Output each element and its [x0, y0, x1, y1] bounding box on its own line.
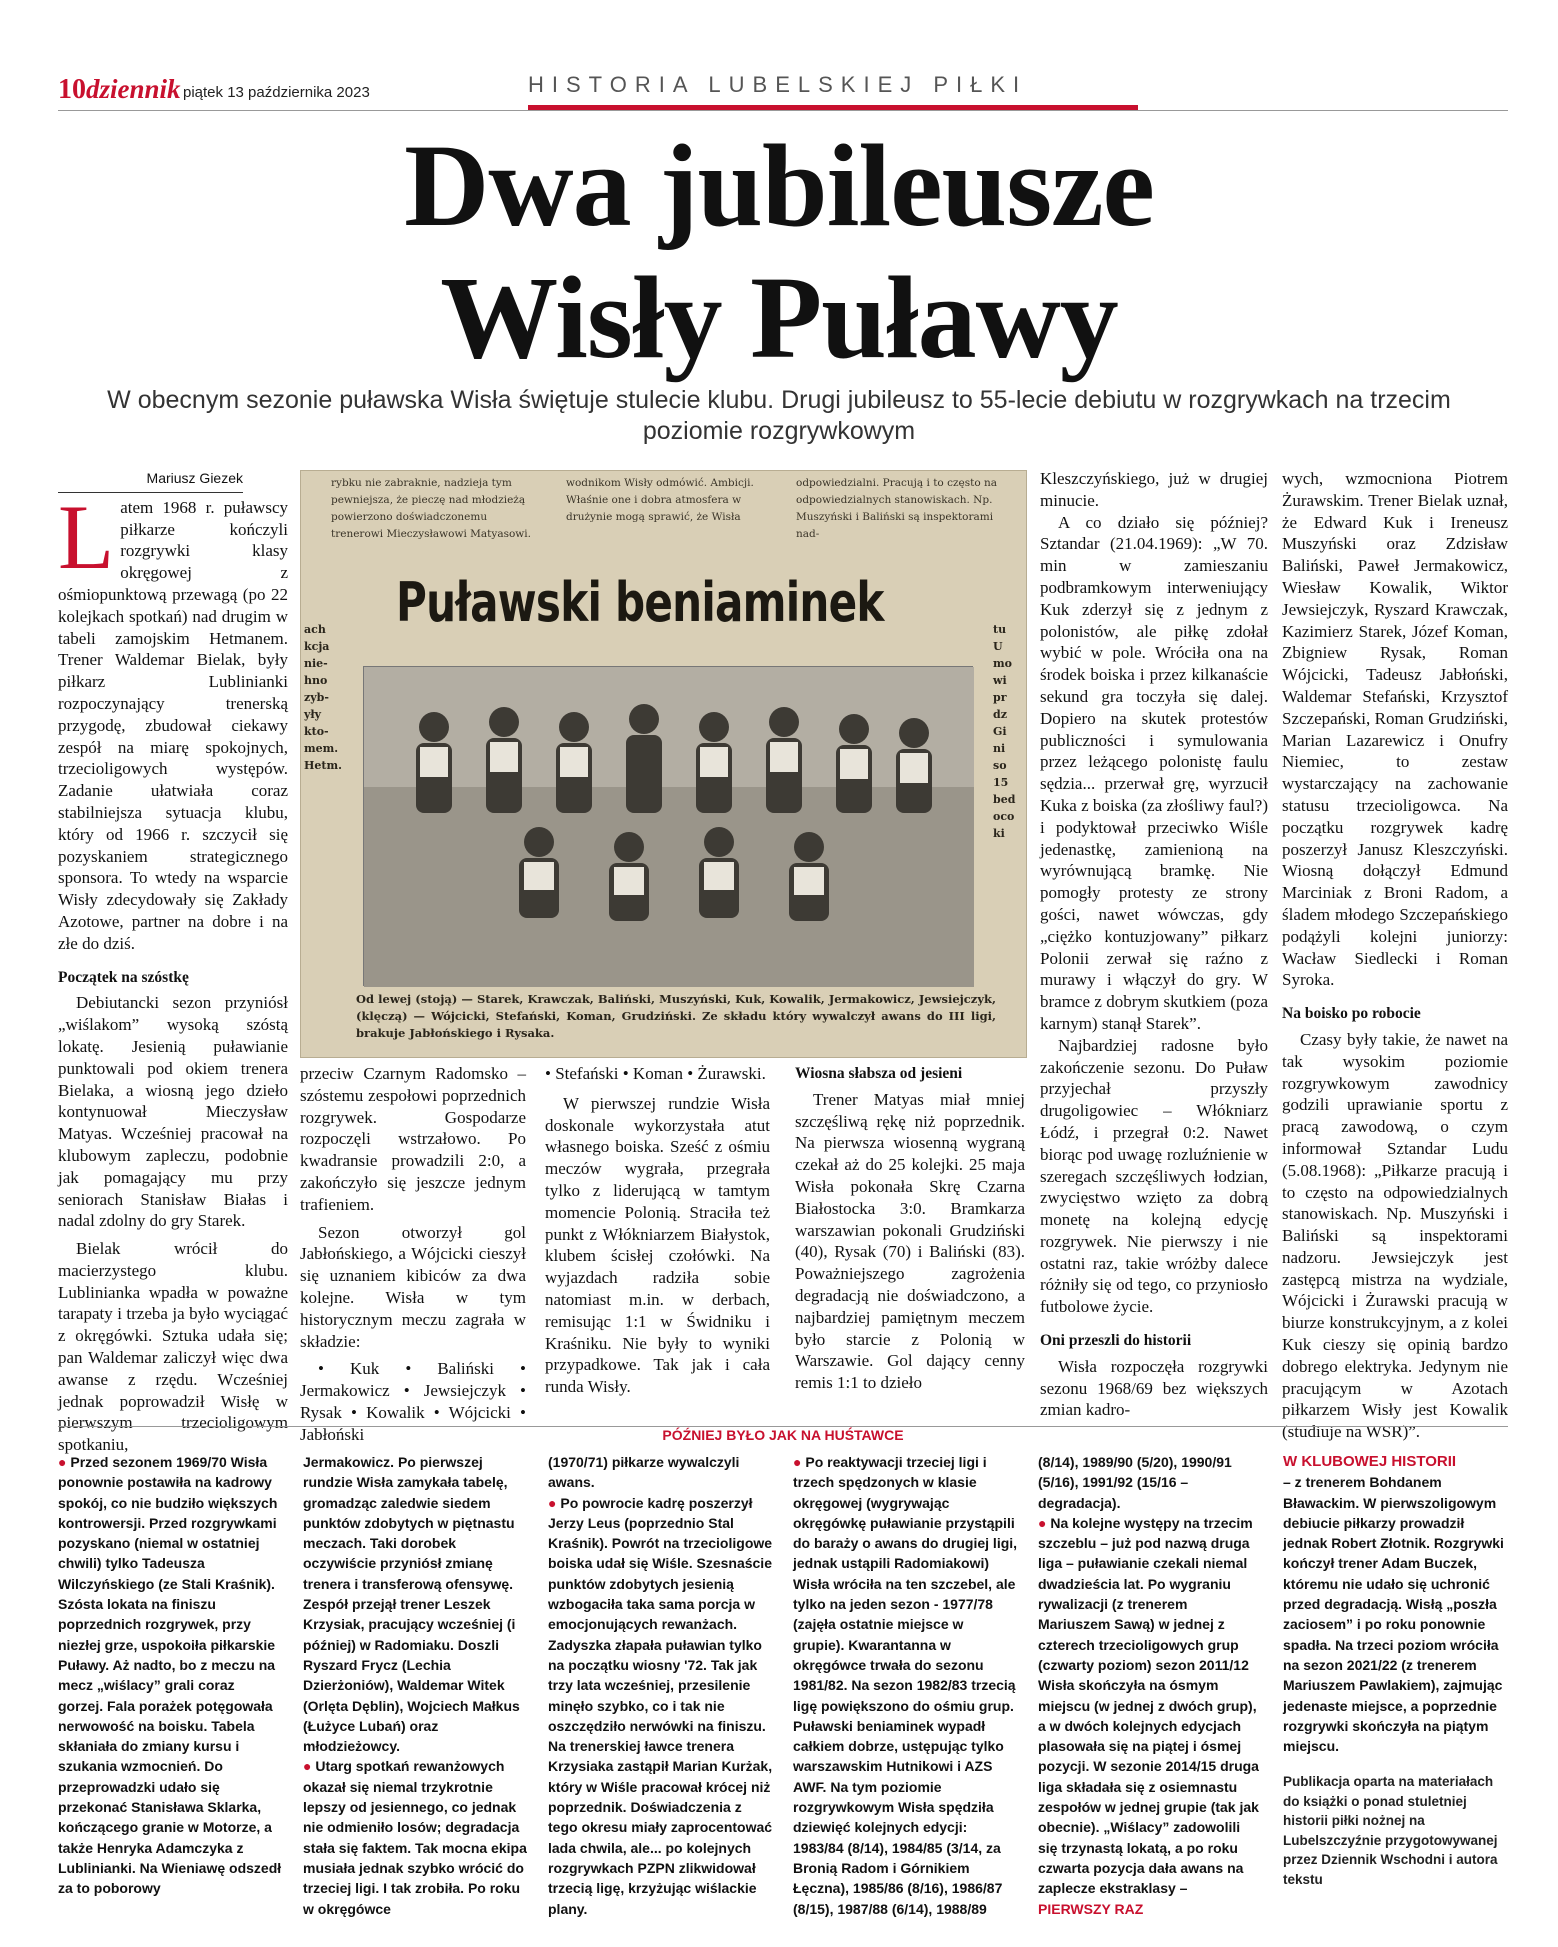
archival-clipping [300, 470, 1027, 1058]
column-4 [795, 1063, 1025, 1394]
paragraph: Czasy były takie, że nawet na tak wysokim poziomie rozgrywkowym zawodnicy godzili uprawianie sportu z pracą zawodową, o czym informował Sztandar Ludu (5.08.1968): „Piłkarze pracują i to często na odpowiedzialnych stanowiskach. Np. Muszyński i Baliński są inspektorami nadzoru. Jewsiejczyk jest zastępcą mistrza na wydziale, Wójcicki i Żurawski pracują w biurze konstrukcyjnym, a z kolei Kuk cieszy się opinią bardzo dobrego elektryka. Jedynym nie pracującym w Azotach piłkarzem Wisły jest Kowalik (studiuje na WSR)”. [1282, 1029, 1508, 1442]
paragraph: Bielak wrócił do macierzystego klubu. Lublinianka wpadła w poważne tarapaty i trzeba ja było wyciągać z okręgówki. Sztuka udała się; pan Waldemar zaliczył więc dwa awanse z rzędu. Wcześniej jednak poprowadził Wisłę w pierwszym trzecioligowym spotkaniu, [58, 1239, 288, 1455]
sidebar-text: Jermakowicz. Po pierwszej rundzie Wisła zamykała tabelę, gromadząc zaledwie siedem punktów zdobytych w piętnastu meczach. Taki dorobek oczywiście przyniósł zmianę trenera i transferową ofensywę. Zespół przejął trener Leszek Krzysiak, pracujący wcześniej (i później) w Radomiaku. Doszli Ryszard Frycz (Lechia Dzierżoniów), Waldemar Witek (Orlęta Dęblin), Wojciech Małkus (Łużyce Lubań) oraz młodzieżowcy. [303, 1454, 520, 1755]
sidebar-col-6 [1283, 1452, 1508, 1889]
lineup: • Kuk • Baliński • Jermakowicz • Jewsiejczyk • Rysak • Kowalik • Wójcicki • Jabłoński [300, 1359, 526, 1444]
clipping-caption: Od lewej (stoją) — Starek, Krawczak, Baliński, Muszyński, Kuk, Kowalik, Jermakowicz, Jewsiejczyk, (klęczą) — Wójcicki, Stefański, Koman, Grudziński. Ze składu który wywalczył awans do III ligi, brakuje Jabłońskiego i Rysaka. [356, 992, 996, 1040]
team-photo [363, 666, 973, 986]
paragraph: Kleszczyńskiego, już w drugiej minucie. [1040, 469, 1268, 510]
sidebar-col-2 [303, 1452, 528, 1919]
sidebar-col-1 [58, 1452, 283, 1899]
page-number: 10 [58, 74, 86, 105]
paragraph: Debiutancki sezon przyniósł „wiślakom” wysoką szóstą lokatę. Jesienią puławianie punktowali pod okiem trenera Bielaka, a wiosną jego dzieło kontynuował Mieczysław Matyas. Wcześniej pracował na klubowym zapleczu, podobnie jak pomagający mu przy seniorach Stanisław Białas i nadal zdolny do gry Starek. [58, 993, 288, 1231]
clipping-margin-left: ach kcja nie- hno zyb- yły kto- mem. Hetm. [304, 623, 342, 772]
column-3 [545, 1063, 770, 1398]
clipping-headline: Puławski beniaminek [396, 571, 884, 634]
sidebar-continued-label: PIERWSZY RAZ [1038, 1900, 1144, 1917]
sidebar-heading: PÓŹNIEJ BYŁO JAK NA HUŚTAWCE [58, 1426, 1508, 1446]
clipping-col-1: rybku nie zabraknie, nadzieja tym pewniejsza, że pieczę nad młodzieżą powierzono doświadczonemu trenerowi Mieczysławowi Matyasowi. [331, 477, 531, 540]
headline-line-2: Wisły Puławy [440, 252, 1118, 383]
sidebar-text: Na kolejne występy na trzecim szczeblu – już pod nazwą druga liga – puławianie czekali niemal dwadzieścia lat. Po wygraniu rywalizacji (z trenerem Mariuszem Sawą) w jednej z czterech trzecioligowych grup (czwarty poziom) sezon 2011/12 Wisła skończyła na ósmym miejscu (w jednej z dwóch grup), a w dwóch kolejnych edycjach plasowała się na piątej i ósmej pozycji. W sezonie 2014/15 druga liga składała się z osiemnastu zespołów w jednej grupie (tak jak obecnie). „Wiślacy” zadowolili się trzynastą lokatą, a po roku czwarta pozycja dała awans na zaplecze ekstraklasy – [1038, 1514, 1259, 1897]
subheading: Oni przeszli do historii [1040, 1332, 1192, 1350]
sidebar-col-4 [793, 1452, 1018, 1919]
headline [0, 120, 1558, 384]
newspaper-logo: dziennik [86, 74, 181, 104]
page-header [58, 68, 1508, 116]
column-2 [300, 1063, 526, 1446]
bullet: ● [793, 1454, 806, 1470]
subheading: Początek na szóstkę [58, 968, 189, 986]
paragraph: A co działo się później? Sztandar (21.04.1969): „W 70. min w zamieszaniu podbramkowym interweniujący Kuk zderzył się z jednym z polonistów, ale piłkę zdołał wybić w pole. Wróciła ona na środek boiska i przez kilkanaście sekund gra toczyła się dalej. Dopiero na skutek protestów publiczności i symulowania przez leżącego polonistę faulu sędzia... przerwał grę, wyrzucił Kuka z boiska (za złośliwy faul?) i podyktował przeciwko Wiśle jedenastkę, zamienioną na wyrównującą bramkę. Nie pomogły protesty ze strony gości, nawet wówczas, gdy „ciężko kontuzjowany” piłkarz Polonii zerwał się raźno z murawy i włączył do gry. W bramce z dobrym skutkiem (poza karnym) stanął Starek”. [1040, 512, 1268, 1033]
clipping-margin-right: tu U mo wi pr dz Gi ni so 15 bed oco ki [993, 623, 1016, 840]
paragraph: Sezon otworzył gol Jabłońskiego, a Wójcicki cieszył się uznaniem kibiców za dwa kolejne. Wisła w tym historycznym meczu zagrała w składzie: [300, 1222, 526, 1351]
paragraph: W pierwszej rundzie Wisła doskonale wykorzystała atut własnego boiska. Sześć z ośmiu meczów wygrała, przegrała tylko z liderującą w tamtym momencie Polonią. Straciła też punkt z Włókniarzem Białystok, klubem ścisłej czołówki. Na wyjazdach radziła sobie natomiast m.in. w derbach, remisując 1:1 w Świdniku i Kraśniku. Nie były to wyniki przypadkowe. Tak jak i cała runda Wisły. [545, 1093, 770, 1397]
subheading: Na boisko po robocie [1282, 1005, 1421, 1023]
column-1 [58, 468, 288, 1456]
sidebar-text: Przed sezonem 1969/70 Wisła ponownie postawiła na kadrowy spokój, co nie budziło większych kontrowersji. Przed rozgrywkami pozyskano (niemal w ostatniej chwili) tylko Tadeusza Wilczyńskiego (ze Stali Kraśnik). Szósta lokata na finiszu poprzednich rozgrywek, przy niezłej grze, uspokoiła piłkarskie Puławy. Aż nadto, bo z meczu na mecz „wiślacy” grali coraz gorzej. Fala porażek potęgowała nerwowość na boisku. Tabela skłaniała do zmiany kursu i szukania wzmocnień. Do przeprowadzki udało się przekonać Stanisława Sklarka, kończącego granie w Motorze, a także Henryka Adamczyka z Lublinianki. Na Wieniawę odszedł za to poborowy [58, 1454, 282, 1897]
sidebar-col-3 [548, 1452, 773, 1919]
sidebar-subheading: W KLUBOWEJ HISTORII [1283, 1453, 1457, 1470]
clipping-col-3: odpowiedzialni. Pracują i to często na odpowiedzialnych stanowiskach. Np. Muszyński i Baliński są inspektorami nad- [796, 477, 998, 540]
paragraph: atem 1968 r. puławscy piłkarze kończyli rozgrywki klasy okręgowej z ośmiopunktową przewagą (po 22 kolejkach spotkań) nad drugim w tabeli zamojskim Hetmanem. Trener Waldemar Bielak, były piłkarz Lublinianki rozpoczynający trenerską przygodę, zbudował ciekawy zespół na miarę spokojnych, trzecioligowych występów. Zadanie ułatwiała coraz stabilniejsza sytuacja klubu, który od 1966 r. szczycił się pozyskaniem strategicznego sponsora. To wtedy na wsparcie Wisły zdecydowały się Zakłady Azotowe, partner na dobre i na złe do dziś. [58, 497, 288, 953]
column-5 [1040, 468, 1268, 1421]
bullet: ● [548, 1494, 561, 1511]
byline: Mariusz Giezek [58, 468, 243, 493]
issue-date: piątek 13 października 2023 [183, 84, 370, 101]
bullet: ● [58, 1454, 71, 1470]
sidebar-text: Po powrocie kadrę poszerzył Jerzy Leus (poprzednio Stal Kraśnik). Powrót na trzecioligowe boiska udał się Wiśle. Szesnaście punktów zdobytych jesienią wzbogaciła taka sama porcja w emocjonujących rewanżach. Zadyszka złapała puławian tylko na początku wiosny '72. Tak jak trzy lata wcześniej, przesilenie minęło szybko, co i tak nie oszczędziło nerwówki na finiszu. Na trenerskiej ławce trenera Krzysiaka zastąpił Marian Kurżak, który w Wiśle pracował krócej niż poprzednik. Doświadczenia z tego okresu miały zaprocentować lada chwila, ale... po kolejnych rozgrywkach PZPN zlikwidował trzecią ligę, krzyżując wiślackie plany. [548, 1494, 773, 1917]
paragraph: Trener Matyas miał mniej szczęśliwą rękę niż poprzednik. Na pierwsza wiosenną wygraną czekał aż do 25 kolejki. 25 maja Wisła pokonała Skrę Czarna Białostocka 3:0. Bramkarza warszawian pokonali Grudziński (40), Rysak (70) i Baliński (83). Poważniejszego zagrożenia degradacją nie doświadczono, a najbardziej pamiętnym meczem było starcie z Polonią w Warszawie. Gol dający cenny remis 1:1 to dzieło [795, 1089, 1025, 1393]
subheading: Wiosna słabsza od jesieni [795, 1065, 963, 1082]
lead-paragraph: W obecnym sezonie puławska Wisła świętuje stulecie klubu. Drugi jubileusz to 55-lecie debiutu w rozgrywkach na trzecim poziomie rozgrywkowym [107, 386, 1451, 445]
header-rule [58, 110, 1508, 111]
clipping-col-2: wodnikom Wisły odmówić. Ambicji. Właśnie one i dobra atmosfera w drużynie mogą sprawić, że Wisła [566, 477, 754, 523]
sidebar-col-5 [1038, 1452, 1263, 1919]
lineup-continued: • Stefański • Koman • Żurawski. [545, 1064, 766, 1083]
bullet: ● [1038, 1514, 1051, 1531]
paragraph: Wisła rozpoczęła rozgrywki sezonu 1968/69 bez większych zmian kadro- [1040, 1356, 1268, 1420]
drop-cap: L [58, 485, 115, 588]
sidebar-text: (1970/71) piłkarze wywalczyli awans. [548, 1454, 740, 1491]
bullet: ● [303, 1758, 316, 1775]
section-title: HISTORIA LUBELSKIEJ PIŁKI [528, 72, 1028, 97]
column-6 [1282, 468, 1508, 1443]
source-note: Publikacja oparta na materiałach do książki o ponad stuletniej historii piłki nożnej na Lubelszczyźnie przygotowywanej przez Dziennik Wschodni i autora tekstu [1283, 1774, 1498, 1887]
sidebar-text: (8/14), 1989/90 (5/20), 1990/91 (5/16), 1991/92 (15/16 – degradacja). [1038, 1454, 1232, 1511]
sidebar-text: Utarg spotkań rewanżowych okazał się niemal trzykrotnie lepszy od jesiennego, co jednak nie odmieniło losów; degradacja stała się faktem. Tak mocna ekipa musiała jednak szybko wrócić do trzeciej ligi. I tak zrobiła. Po roku w okręgówce [303, 1758, 527, 1917]
paragraph: przeciw Czarnym Radomsko – szóstemu zespołowi poprzednich rozgrywek. Gospodarze rozpoczęli wstrzałowo. Po kwadransie prowadzili 2:0, a zakończyło się jeszcze jednym trafieniem. [300, 1064, 526, 1214]
sidebar-text: Po reaktywacji trzeciej ligi i trzech spędzonych w klasie okręgowej (wygrywając okręgówkę puławianie przystąpili do baraży o awans do drugiej ligi, jednak ustąpili Radomiakowi) Wisła wróciła na ten szczebel, ale tylko na jeden sezon - 1977/78 (zajęła ostatnie miejsce w grupie). Kwarantanna w okręgówce trwała do sezonu 1981/82. Na sezon 1982/83 trzecią ligę powiększono do ośmiu grup. Puławski beniaminek wypadł całkiem dobrze, ustępując tylko warszawskim Hutnikowi i AZS AWF. Na tym poziomie rozgrywkowym Wisła spędziła dziewięć kolejnych edycji: 1983/84 (8/14), 1984/85 (3/14, za Bronią Radom i Górnikiem Łęczna), 1985/86 (8/16), 1986/87 (8/15), 1987/88 (6/14), 1988/89 [793, 1454, 1018, 1917]
paragraph: Najbardziej radosne było zakończenie sezonu. Do Puław przyjechał przyszły drugoligowiec – Włókniarz Łódź, i przegrał 0:2. Nawet biorąc pod uwagę rozluźnienie w szeregach szczęśliwych łodzian, zwycięstwo wzięto za dobrą monetę na kolejną edycję rozgrywek. Nie pierwszy i nie ostatni raz, takie wróżby dalece różniły się od tego, co przyniosło futbolowe życie. [1040, 1035, 1268, 1317]
paragraph: wych, wzmocniona Piotrem Żurawskim. Trener Bielak uznał, że Edward Kuk i Ireneusz Muszyński oraz Zdzisław Baliński, Paweł Jermakowicz, Wiesław Kowalik, Wiktor Jewsiejczyk, Ryszard Krawczak, Kazimierz Starek, Józef Koman, Zbigniew Rysak, Roman Wójcicki, Tadeusz Jabłoński, Waldemar Stefański, Krzysztof Szczepański, Roman Grudziński, Marian Lazarewicz i Onufry Niemiec, to zestaw wystarczający na zachowanie statusu trzecioligowca. Na początku rozgrywek kadrę poszerzył Janusz Kleszczyński. Wiosną dołączył Edmund Marciniak z Broni Radom, a śladem młodego Szczepańskiego podążyli kolejni juniorzy: Wacław Siedlecki i Roman Syroka. [1282, 469, 1508, 990]
sidebar-text: – z trenerem Bohdanem Bławackim. W pierwszoligowym debiucie piłkarzy prowadził jednak Robert Złotnik. Rozgrywki kończył trener Adam Buczek, któremu nie udało się uchronić przed degradacją. Wisłą „poszła zaciosem” i po roku ponownie spadła. Na trzeci poziom wróciła na sezon 2021/22 (z trenerem Mariuszem Pawlakiem), zajmując jedenaste miejsce, a poprzednie rozgrywki skończyła na piątym miejscu. [1283, 1474, 1504, 1755]
headline-line-1: Dwa jubileusze [404, 120, 1154, 251]
